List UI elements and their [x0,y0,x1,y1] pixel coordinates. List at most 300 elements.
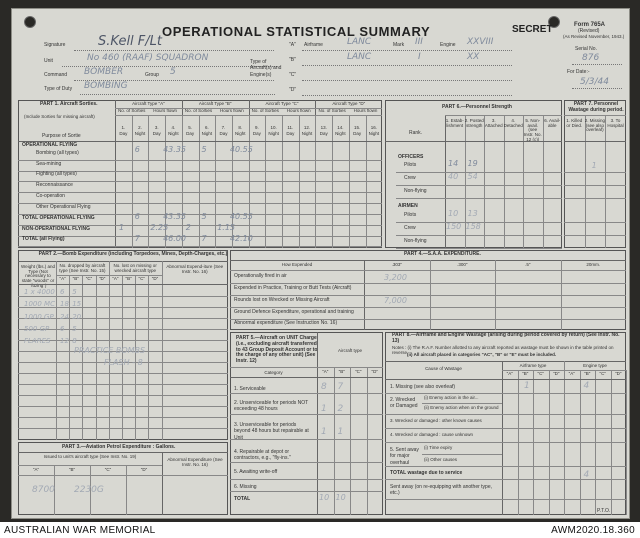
part1-hours-header-1: Hours flown [220,108,244,113]
part6-col-header-6: 6. Avail-able [544,118,561,128]
part1-row-total-all: TOTAL (all Flying) [22,236,65,242]
row-b-airframe: LANC [347,52,372,62]
part6-col-header-3: 3. Attached [484,118,503,128]
part2-lost-header: No. lost on missing or wrecked aircraft type [113,263,157,273]
part4-row-rule [230,295,626,296]
part3-issued-header: Issued to unit's aircraft type (See Instr. No. 19) [43,454,137,459]
part8-col-line [626,370,627,515]
part1-total-b-hours: 42.10 [229,234,253,243]
part2-weight-header: Weight (lbs.) and Type (Not necessary to state "woods" or "fuzing") [21,264,55,288]
part1-col-label-15: Day [353,131,362,136]
part1-nonop-a-hours: 2.25 [150,223,169,232]
part6-title: PART 6.—Personnel Strength [442,104,512,110]
part1-col-label-12: Night [301,131,313,136]
caption-institution: AUSTRALIAN WAR MEMORIAL [4,525,156,536]
part5-type-2: "C" [355,369,362,374]
part6-row-rule [396,172,562,173]
part1-bomb-a-hours: 43.35 [163,145,186,154]
part2-row-rule [18,329,228,330]
part2-row-4-b: 8 [72,337,77,346]
part1-row-non-op: NON-OPERATIONAL FLYING [22,226,90,232]
part1-row-other-op: Other Operational Flying [36,204,91,210]
part8-sub-row-rule [422,454,502,455]
part8-row-rule [385,499,626,500]
part4-title-rule [230,260,626,261]
part1-totop-a-hours: 43.35 [163,212,186,221]
part1-bomb-b-night: 5 [201,145,207,154]
part8-title: PART 8.—Airframe and Engine Wastage (arising during period covered by return) (See Instr. No. 13) [392,332,620,344]
part6-off-crew-posted: 54 [467,172,478,181]
part1-row-op-flying: OPERATIONAL FLYING [22,142,78,148]
part1-col-number-4: 4. [171,125,176,130]
part4-col-1: .300" [457,262,468,267]
part2-row-1-weight: 1000 MC [24,300,55,309]
airframe-label: Airframe [304,42,323,48]
part8-row-cause-unknown: 4. Wrecked or damaged : cause unknown [390,432,473,437]
part8-missing-airframe-a: 1 [524,381,530,391]
part2-abnormal-header: Abnormal Expend-iture (See Instr. No. 16) [166,264,224,274]
command-label: Command [44,72,68,78]
part5-header-rule [230,367,383,368]
part8-airframe-header: Airframe type [519,363,547,368]
part8-total-engine: 4 [583,470,590,480]
form-revised: (Revised) [578,28,600,34]
part1-row-recon: Reconnaissance [36,182,73,188]
part5-usrep-b: 1 [337,427,344,437]
part1-nonop-b: 2 [185,223,191,232]
part1-col-label-10: Night [268,131,279,136]
part2-type-6: "C" [138,276,145,281]
part1-col-label-13: Day [319,131,328,136]
part7-header-rule [564,115,626,116]
part5-row-missing: 6. Missing [234,484,257,490]
part5-type-3: "D" [371,369,378,374]
part7-title: PART 7. Personnel Wastage during period. [568,101,624,113]
part8-row-rule [385,466,626,467]
part1-col-number-3: 3. [154,125,159,130]
part1-col-number-16: 16. [370,125,377,130]
part8-row-missing: 1. Missing (see also overleaf) [390,384,456,390]
part1-row-bombing: Bombing (all types) [36,150,79,156]
part4-title: PART 4.—S.A.A. EXPENDITURE. [404,251,481,257]
part1-col-number-11: 11. [287,125,294,130]
document-sheet [11,8,630,519]
part2-row-3-b: 5 [72,324,77,333]
part8-row-total: TOTAL wastage due to service [390,470,463,476]
part8-row-wrecked-damaged: 2. Wrecked or Damaged [390,397,418,410]
part8-row-enemy-air: (i) Enemy action in the air... [424,395,479,400]
serial-value: 876 [582,53,600,63]
part5-row-rule [230,439,383,440]
part5-usrep-a: 1 [321,427,327,437]
part6-row-rule [396,235,562,236]
part2-type-0: "A" [59,276,66,281]
part6-row-3: Pilots [404,212,417,218]
part6-row-rule [396,248,562,249]
part2-row-0-a: 6 [60,288,65,296]
part2-row-rule [18,373,228,374]
part1-sorties-header-0: No. of Sorties [118,108,146,113]
aircraft-type-label: Type of Aircraft(s) and Engine(s) [250,59,282,78]
part8-row-enemy-ground: (ii) Enemy action when on the ground [424,405,499,410]
part1-col-number-6: 6. [204,125,209,130]
part2-type-4: "A" [112,276,119,281]
part4-row-4: Abnormal expenditure (See Instruction No. 16) [234,320,338,326]
part8-row-sent-reequip: Sent away (on re-equipping with another type, etc.) [390,484,493,497]
row-b-mark: I [418,52,421,62]
part1-col-number-8: 8. [238,125,243,130]
part8-type-7: "D" [615,371,622,376]
part8-type-4: "A" [568,371,575,376]
part3-header-bottom [18,475,228,476]
part5-category-header: Category [264,370,283,375]
part1-row-fighting: Fighting (all types) [36,171,77,177]
row-a-airframe: LANC [347,37,372,47]
part1-row-cooperation: Co-operation [36,193,65,199]
part1-title: PART 1. Aircraft Sorties. [40,101,98,107]
part6-rank-label: Rank. [409,130,423,136]
part5-row-depot: 4. Repairable at depot or contractors, e.g., "fly-ins." [234,449,291,462]
duty-label: Type of Duty [44,86,73,92]
part6-air-pilots-posted: 13 [467,209,478,218]
part4-col-3: 20mm. [586,262,601,267]
part6-col-header-4: 4. Detached [503,118,523,128]
part6-row-1: Crew [404,175,416,181]
part2-row-3-weight: 500 GP [24,324,50,333]
part2-type-1: "B" [72,276,79,281]
part6-off-pilots-est: 14 [448,159,459,168]
part5-total-a: 10 [319,493,330,502]
part7-row-rule [564,172,626,173]
part4-row-rule [230,307,626,308]
row-b-label: "B" [289,57,296,63]
part1-col-number-13: 13. [320,125,327,130]
part6-col-line [504,115,505,248]
part2-type-2: "C" [85,276,93,281]
part6-row-rule [396,198,562,199]
part1-col-number-5: 5. [188,125,193,130]
part3-type-3: "D" [140,467,148,472]
part5-col-line [367,367,368,515]
duty-value: BOMBING [84,81,128,91]
part2-row-rule [18,428,228,429]
part2-col-line [82,275,83,440]
part5-title: PART 5.—Aircraft on UNIT Charge (i.e., excluding aircraft transferred to 43 Group Deposit Account or to the charge of any other unit) (See Instr. 12) [236,335,318,364]
part1-col-label-14: Night [335,131,346,136]
part2-row-rule [18,395,228,396]
part4-row-0: Operationally fired in air [234,273,287,279]
part1-row-rule [18,192,382,193]
for-date-label: For Date:- [567,69,590,75]
part6-air-pilots-est: 10 [448,209,459,218]
punch-hole-left [24,16,36,28]
part5-col-line [350,367,351,515]
part4-row-rule [230,283,626,284]
part5-row-rule [230,414,383,415]
part2-title-rule [18,261,228,262]
part6-airmen-label: AIRMEN [398,203,418,209]
part3-value-b: 2230G [74,485,104,495]
part8-type-5: "B" [584,371,591,376]
part8-engine-header: Engine type [583,363,607,368]
part1-col-number-10: 10. [270,125,277,130]
part7-col-line [605,115,606,248]
pto-label: P.T.O. [597,508,611,514]
part8-type-3: "D" [553,371,560,376]
part1-sorties-header-1: No. of Sorties [184,108,213,113]
part2-dropped-header: No. dropped by aircraft type (See Instr. No. 15) [59,263,106,273]
part8-note1: Notes : (i) The R.A.F. Number allotted to any aircraft reported as wastage must be shown in the table printed on reverse. [392,345,614,356]
part1-totop-a: 6 [134,212,140,221]
row-c-label: "C" [289,72,297,78]
part5-category-divider [317,332,318,515]
part4-col-0: .303" [391,262,402,267]
part4-row-1: Expended in Practice, Training or Butt Tests (Aircraft) [234,285,352,291]
part1-bomb-a-night: 6 [134,145,140,154]
part2-row-4-a: 12 [60,337,69,346]
part1-col-label-9: Day [252,131,261,136]
part3-title-rule [18,452,228,453]
part1-nonop-a: 1 [119,223,125,232]
part5-row-us-48h: 2. Unserviceable for periods NOT exceeding 48 hours [234,400,309,413]
part7-col-line [585,115,586,248]
part4-row-2: Rounds lost on Wrecked or Missing Aircraft [234,297,330,303]
part5-row-awaiting-writeoff: 5. Awaiting write-off [234,469,278,475]
part2-row-0-weight: 1 x 4000 [24,288,55,296]
signature-label: Signature [44,42,66,48]
part2-type-3: "D" [98,276,106,281]
part7-col-header-2: 2. Missing (see also overleaf) [584,118,606,133]
part1-total-a-hours: 46.00 [163,234,186,243]
part1-col-label-5: Day [186,131,195,136]
part1-totop-b: 5 [201,212,207,221]
part6-air-crew-est: 150 [446,222,462,231]
row-b-engine: XX [467,52,480,62]
part8-type-1: "B" [522,371,529,376]
part5-us48-b: 2 [337,404,344,414]
part5-row-total: TOTAL [234,496,251,502]
part8-header-bottom [385,379,626,380]
part6-row-5: Non-flying [404,238,427,244]
part6-row-4: Crew [404,225,416,231]
caption-accession: AWM2020.18.360 [551,525,635,536]
part8-type-6: "C" [599,371,606,376]
part2-row-2-a: 24 [60,312,69,321]
part8-note2: (ii) All aircraft placed in categories "AC", "B" or "E" must be included. [407,352,557,357]
unit-value: No 460 (RAAF) SQUADRON [87,53,209,63]
part1-sorties-header-3: No. of Sorties [318,108,346,113]
part8-row-sent-away: 5. Sent away for major overhaul [390,447,419,466]
part5-ac-type-header: Aircraft type [337,348,362,353]
part2-col-line [69,275,70,440]
part1-row-rule [18,236,382,237]
part8-row-rule [385,428,626,429]
part4-lost-value: 7,000 [384,296,407,305]
part5-row-rule [230,479,383,480]
part1-hours-header-3: Hours flown [353,108,378,113]
part8-type-0: "A" [506,371,513,376]
part1-col-number-12: 12. [303,125,311,130]
part2-row-1-a: 18 [60,300,69,309]
part7-row-rule [564,198,626,199]
part2-row-3-a: 6 [60,324,65,333]
part2-row-rule [18,296,228,297]
part1-col-label-16: Night [368,131,380,136]
part5-row-rule [230,491,383,492]
part5-header-bottom [230,377,383,378]
signature-value: S.Kell F/Lt [98,34,162,49]
part2-col-line [148,275,149,440]
part8-row-time-expiry: (i) Time expiry [424,445,453,450]
part6-off-crew-est: 40 [448,172,459,181]
part3-abnormal-header: Abnormal Expenditure (See Instr. No. 16) [167,457,223,467]
part1-col-label-6: Night [201,131,213,136]
part3-title: PART 3.—Aviation Petrol Expenditure : Gallons. [62,444,176,450]
part1-header-rule [115,108,382,109]
part2-row-rule [18,417,228,418]
part6-officers-label: OFFICERS [398,154,424,160]
part7-row-rule [564,185,626,186]
part7-header-bottom [564,141,626,142]
part7-col-header-1: 1. Killed or Died. [566,118,583,128]
part6-col-header-2: 2. Posted strength [464,118,484,128]
part4-col-2: .5" [525,262,531,267]
part8-row-rule [385,442,626,443]
part6-col-header-5: 5. Non-avail. (see Instr. No. 12 (c)) [523,118,542,142]
part1-col-label-11: Day [286,131,295,136]
part8-cause-header: Cause of Wastage [425,366,462,371]
part8-type-2: "C" [537,371,544,376]
part1-col-number-9: 9. [255,125,259,130]
part1-row-total-op: TOTAL OPERATIONAL FLYING [22,215,95,221]
part2-flash-note: FLASH - 8 [104,358,143,367]
part1-row-rule [18,246,382,247]
part7-row-rule [564,235,626,236]
part1-hours-header-2: Hours flown [286,108,311,113]
part5-col-line [334,367,335,515]
part1-nonop-b-hours: 1.15 [217,223,235,232]
part1-purpose-label: Purpose of Sortie [42,133,81,139]
part1-row-sea-mining: Sea-mining [36,161,62,167]
mark-label: Mark [393,42,405,48]
part1-total-b: 7 [201,234,207,243]
part2-col-line [96,275,97,440]
part2-practice-bombs: PRACTICE BOMBS [74,346,146,355]
part5-type-1: "B" [338,369,345,374]
part1-col-label-1: Day [119,131,128,136]
part1-row-rule [18,160,382,161]
row-a-engine: XXVIII [467,37,494,47]
part8-row-other-causes: 3. Wrecked or damaged : other known causes [390,418,482,423]
part5-row-rule [230,462,383,463]
part6-off-pilots-posted: 19 [467,159,478,168]
part1-col-number-15: 15. [354,125,361,130]
part1-type-header-0: Aircraft Type "A" [132,101,165,106]
row-a-mark: III [415,37,423,47]
part1-col-label-7: Day [219,131,228,136]
part1-hours-header-0: Hours flown [153,108,177,113]
part1-col-number-1: 1. [121,125,126,130]
part2-title: PART 2.—Bomb Expenditure (including Torpedoes, Mines, Depth-Charges, etc.) [38,251,228,257]
part6-col-header-1: 1. Estab-lishment [445,118,464,128]
group-value: 5 [170,67,176,77]
part7-row-rule [564,222,626,223]
part5-total-b: 10 [335,493,346,502]
part3-type-1: "B" [68,467,76,472]
part6-row-0: Pilots [404,162,417,168]
part5-row-rule [230,393,383,394]
part1-col-number-14: 14. [337,125,344,130]
part7-missing-value: 1 [591,161,597,170]
part5-serviceable-b: 7 [337,382,344,392]
part7-col-header-3: 3. To Hospital [607,118,624,128]
part4-header-bottom [230,270,626,271]
unit-label: Unit [44,58,53,64]
part8-sub-row-rule [422,403,502,404]
part1-type-header-2: Aircraft Type "C" [265,101,299,106]
part2-row-rule [18,384,228,385]
part1-col-number-2: 2. [138,125,142,130]
row-a-label: "A" [289,42,296,48]
part5-row-us-repairable: 3. Unserviceable for periods beyond 48 hours but repairable at Unit [234,422,309,441]
part2-type-5: "B" [125,276,132,281]
form-number: Form 765A [574,22,606,28]
part5-row-serviceable: 1. Serviceable [234,386,266,392]
engine-label: Engine [440,42,456,48]
part4-row-3: Ground Defence Expenditure, operational and training [234,309,354,315]
part8-row-other: (ii) Other causes [424,457,458,462]
part2-row-1-b: 15 [72,300,82,309]
part6-col-line [484,115,485,248]
part6-air-crew-posted: 158 [465,222,481,231]
part1-sorties-header-2: No. of Sorties [251,108,279,113]
part5-type-0: "A" [322,369,329,374]
part5-us48-a: 1 [321,404,327,414]
part6-row-rule [396,185,562,186]
part3-value-a: 8700 [32,485,55,495]
part1-total-a: 7 [134,234,140,243]
part1-col-label-3: Day [152,131,161,136]
part2-row-0-b: 5 [72,288,77,296]
part6-header-bottom [385,141,562,142]
part5-serviceable-a: 8 [321,382,327,392]
part2-type-7: "D" [151,276,159,281]
part1-col-label-4: Night [168,131,179,136]
part8-missing-engine-a: 4 [583,381,590,391]
secret-stamp: SECRET [512,24,553,35]
serial-label: Serial No. [575,46,597,52]
for-date-value: 5/3/44 [580,77,609,87]
part2-row-2-weight: 1000 GP [24,312,54,321]
part8-row-rule [385,414,626,415]
form-title: OPERATIONAL STATISTICAL SUMMARY [162,24,431,39]
part2-row-2-b: 20 [72,312,82,321]
part3-type-2: "C" [104,467,112,472]
part8-notes-rule [385,361,626,362]
part2-header-bottom [18,284,228,285]
row-d-label: "D" [289,87,297,93]
part4-fired-value: 3,200 [384,273,407,282]
part1-type-header-3: Aircraft Type "D" [332,101,366,106]
part1-bomb-b-hours: 40.55 [229,145,253,154]
part1-col-label-8: Night [234,131,246,136]
part8-col-line [564,361,565,515]
part4-how-header: How Expended [281,262,313,267]
group-label: Group [145,72,159,78]
form-amended: (As Revised November, 1943.) [563,34,625,39]
part6-row-2: Non-flying [404,188,427,194]
part1-totop-b-hours: 40.55 [229,212,253,221]
